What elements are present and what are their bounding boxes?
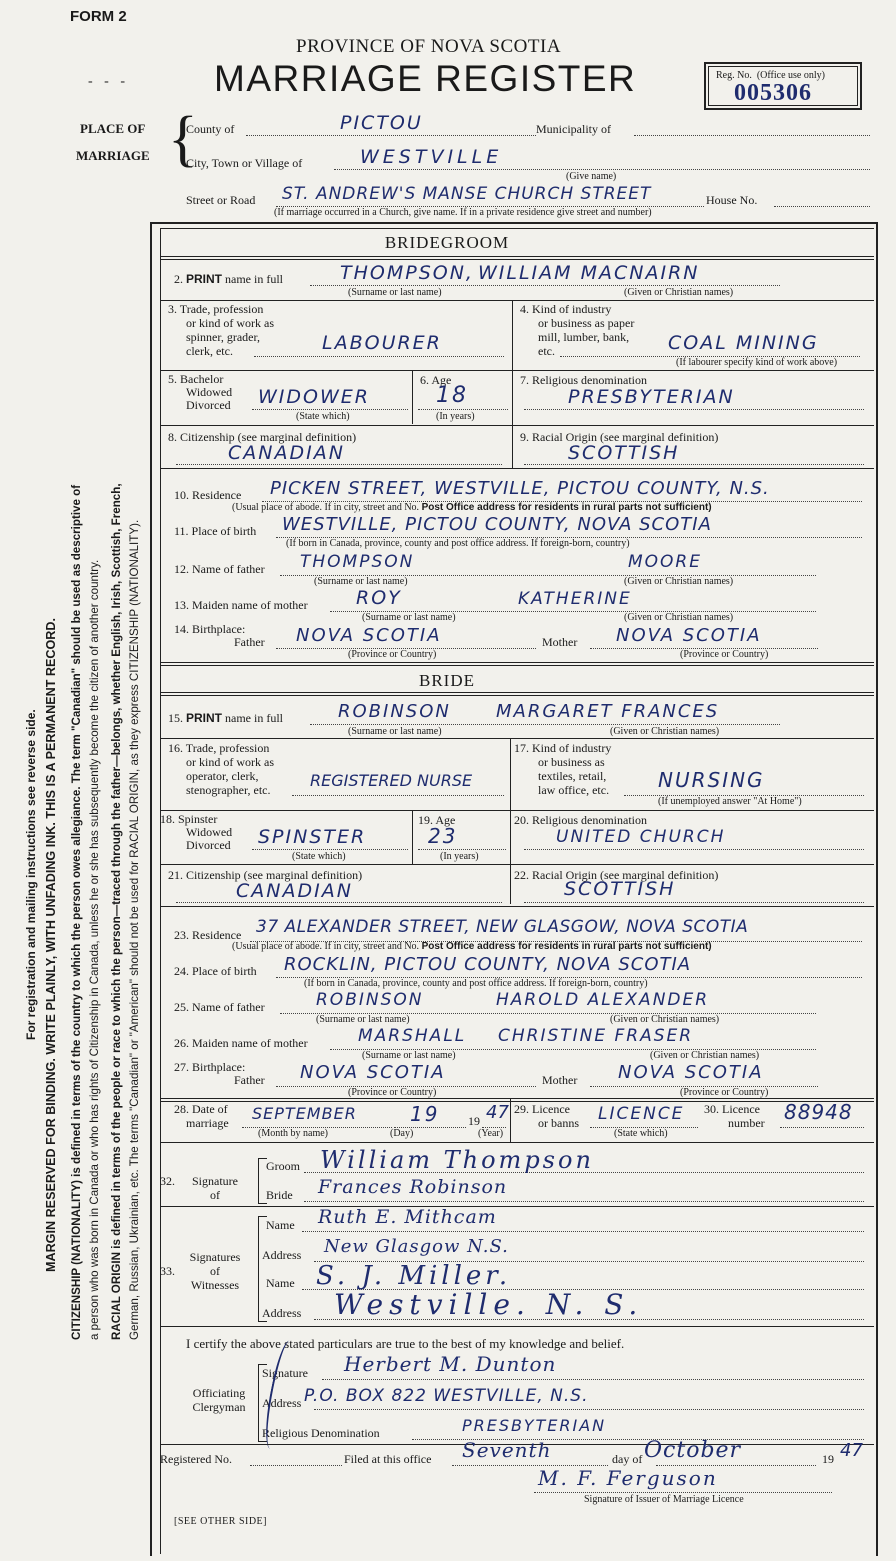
place-label-1: PLACE OF xyxy=(80,121,146,136)
groom-religion-label: 7. Religious denomination xyxy=(520,373,647,387)
margin-racial-def-2: German, Russian, Ukrainian, etc. The terms "Canadian" or "American" should not be used for RACIAL ORIGIN, as they express CITIZENSHIP (NATIONALITY). xyxy=(128,519,141,1340)
clergy-address: P.O. BOX 822 WESTVILLE, N.S. xyxy=(304,1386,589,1406)
bride-sig-label: Bride xyxy=(266,1188,293,1202)
groom-father-birthplace: NOVA SCOTIA xyxy=(296,625,442,646)
groom-status-label: 5. Bachelor Widowed Divorced xyxy=(168,372,233,412)
bride-residence-note: (Usual place of abode. If in city, street and No. Post Office address for residents in rural parts not sufficient) xyxy=(232,941,712,952)
bride-father-province-note: (Province or Country) xyxy=(348,1087,437,1098)
street-value: ST. ANDREW'S MANSE CHURCH STREET xyxy=(282,184,652,204)
margin-citizenship-def-1: CITIZENSHIP (NATIONALITY) is defined in terms of the country to which the person owes allegiance. The term "Canadian" should be used as descriptive of xyxy=(70,484,83,1340)
day-of-label: day of xyxy=(612,1452,643,1466)
bride-industry-label: 17. Kind of industry or business as textiles, retail, law office, etc. xyxy=(514,741,612,797)
bride-given: MARGARET FRANCES xyxy=(496,701,720,722)
bride-signature: Frances Robinson xyxy=(318,1176,508,1198)
groom-racial: SCOTTISH xyxy=(568,442,680,464)
month-note: (Month by name) xyxy=(258,1128,328,1139)
marriage-day: 19 xyxy=(410,1102,440,1126)
bride-status-note: (State which) xyxy=(292,851,346,862)
groom-mother-surname-note: (Surname or last name) xyxy=(362,612,456,623)
bride-mother-given: CHRISTINE FRASER xyxy=(498,1026,694,1046)
groom-racial-label: 9. Racial Origin (see marginal definition) xyxy=(520,430,719,444)
marriage-year: 47 xyxy=(486,1102,509,1123)
signature-label-num: 32. xyxy=(160,1174,175,1188)
city-label: City, Town or Village of xyxy=(186,156,303,170)
groom-signature: William Thompson xyxy=(320,1146,594,1174)
bride-given-note: (Given or Christian names) xyxy=(610,726,720,737)
margin-citizenship-def-2: a person who was born in Canada or who has rights of Citizenship in Canada, unless he or she has subsequently become the citizen of another country. xyxy=(88,559,101,1340)
groom-father-province-note: (Province or Country) xyxy=(348,649,437,660)
registered-no-label: Registered No. xyxy=(160,1452,232,1466)
margin-warning: MARGIN RESERVED FOR BINDING. WRITE PLAINLY, WITH UNFADING INK. THIS IS A PERMANENT RECORD. xyxy=(44,618,58,1272)
province-heading: PROVINCE OF NOVA SCOTIA xyxy=(296,36,562,57)
margin-instructions: For registration and mailing instructions see reverse side. xyxy=(24,709,38,1040)
groom-industry-label: 4. Kind of industry or business as paper mill, lumber, bank, etc. xyxy=(520,302,635,358)
bride-status-label: 18. Spinster Widowed Divorced xyxy=(160,812,233,852)
groom-father-label: 12. Name of father xyxy=(174,562,265,576)
groom-birth-label: 11. Place of birth xyxy=(174,524,257,538)
bride-industry-note: (If unemployed answer "At Home") xyxy=(658,796,802,807)
bride-birth: ROCKLIN, PICTOU COUNTY, NOVA SCOTIA xyxy=(284,954,692,975)
witness-label-num: 33. xyxy=(160,1264,175,1278)
bride-father-surname-note: (Surname or last name) xyxy=(316,1014,410,1025)
place-brace: { xyxy=(168,105,198,173)
filed-day: Seventh xyxy=(462,1438,552,1462)
filed-year-prefix: 19 xyxy=(822,1452,834,1466)
county-value: PICTOU xyxy=(340,112,423,134)
witness1-name-label: Name xyxy=(266,1218,295,1232)
signature-label: Signature of xyxy=(192,1174,238,1202)
witness2-name: S. J. Miller. xyxy=(316,1261,512,1291)
bride-status: SPINSTER xyxy=(258,826,367,848)
bride-birth-label: 24. Place of birth xyxy=(174,964,257,978)
bridegroom-heading: BRIDEGROOM xyxy=(384,233,510,252)
bride-name-label: 15. PRINT name in full xyxy=(168,711,283,725)
bride-father-surname: ROBINSON xyxy=(316,990,424,1010)
filed-label: Filed at this office xyxy=(344,1452,432,1466)
licence-value: LICENCE xyxy=(598,1104,685,1124)
groom-mother-given: KATHERINE xyxy=(518,589,632,609)
page-title: MARRIAGE REGISTER xyxy=(214,58,637,99)
groom-birthplace-mother-word: Mother xyxy=(542,635,578,649)
bride-religion: UNITED CHURCH xyxy=(556,827,726,847)
certify-statement: I certify the above stated particulars are true to the best of my knowledge and belief. xyxy=(186,1336,625,1351)
licence-number-label: 30. Licence number xyxy=(704,1102,765,1130)
groom-surname-note: (Surname or last name) xyxy=(348,287,442,298)
groom-father-given-note: (Given or Christian names) xyxy=(624,576,734,587)
issuer-label: Signature of Issuer of Marriage Licence xyxy=(584,1494,744,1505)
bride-age: 23 xyxy=(428,824,458,848)
give-name-note: (Give name) xyxy=(566,171,617,182)
groom-birthplace-label: 14. Birthplace: xyxy=(174,622,246,636)
groom-name-label: 2. PRINT name in full xyxy=(174,272,283,286)
groom-birth: WESTVILLE, PICTOU COUNTY, NOVA SCOTIA xyxy=(282,514,712,535)
bride-heading: BRIDE xyxy=(419,671,475,690)
issuer-signature: M. F. Ferguson xyxy=(538,1466,718,1490)
groom-religion: PRESBYTERIAN xyxy=(568,386,735,408)
groom-residence-label: 10. Residence xyxy=(174,488,242,502)
marriage-year-prefix: 19 xyxy=(468,1114,480,1128)
groom-residence-note: (Usual place of abode. If in city, street and No. Post Office address for residents in rural parts not sufficient) xyxy=(232,502,712,513)
marriage-month: SEPTEMBER xyxy=(252,1104,357,1123)
witness1-address: New Glasgow N.S. xyxy=(324,1236,509,1257)
bride-residence-label: 23. Residence xyxy=(174,928,242,942)
groom-father-surname: THOMPSON xyxy=(300,552,415,572)
place-label-2: MARRIAGE xyxy=(76,148,150,163)
witness2-address: Westville. N. S. xyxy=(334,1288,644,1321)
groom-status: WIDOWER xyxy=(258,386,370,408)
licence-number: 88948 xyxy=(784,1100,853,1124)
groom-age: 18 xyxy=(436,383,468,408)
bride-mother-given-note: (Given or Christian names) xyxy=(650,1050,760,1061)
filed-month: October xyxy=(644,1438,742,1463)
witness2-address-label: Address xyxy=(262,1306,302,1320)
clergy-signature: Herbert M. Dunton xyxy=(344,1352,557,1376)
bride-religion-label: 20. Religious denomination xyxy=(514,813,647,827)
groom-age-label: 6. Age xyxy=(420,373,452,387)
groom-age-note: (In years) xyxy=(436,411,475,422)
witness1-name: Ruth E. Mithcam xyxy=(318,1206,497,1228)
groom-residence: PICKEN STREET, WESTVILLE, PICTOU COUNTY, N.S. xyxy=(270,478,770,499)
clergy-denomination: PRESBYTERIAN xyxy=(462,1416,607,1435)
reg-number-box xyxy=(704,62,862,110)
margin-racial-def-1: RACIAL ORIGIN is defined in terms of the people or race to which the person—traced through the father—belongs, whether English, Irish, Scottish, French, xyxy=(110,483,123,1340)
groom-trade-label: 3. Trade, profession or kind of work as spinner, grader, clerk, etc. xyxy=(168,302,274,358)
groom-birth-note: (If born in Canada, province, county and post office address. If foreign-born, country) xyxy=(286,538,630,549)
groom-given-note: (Given or Christian names) xyxy=(624,287,734,298)
city-value: WESTVILLE xyxy=(360,146,503,168)
bride-citizenship: CANADIAN xyxy=(236,880,353,902)
groom-mother-province-note: (Province or Country) xyxy=(680,649,769,660)
clergyman-label: Officiating Clergyman xyxy=(192,1386,246,1414)
groom-citizenship-label: 8. Citizenship (see marginal definition) xyxy=(168,430,357,444)
marriage-date-label: 28. Date of marriage xyxy=(174,1102,229,1130)
municipality-label: Municipality of xyxy=(536,122,611,136)
reg-no-label: Reg. No. (Office use only) xyxy=(716,70,825,81)
reg-number: 005306 xyxy=(734,80,812,106)
groom-mother-birthplace: NOVA SCOTIA xyxy=(616,625,762,646)
bride-father-given-note: (Given or Christian names) xyxy=(610,1014,720,1025)
bride-racial-label: 22. Racial Origin (see marginal definition) xyxy=(514,868,719,882)
clergy-signature-label: Signature xyxy=(262,1366,308,1380)
filed-year: 47 xyxy=(840,1440,863,1461)
bride-surname-note: (Surname or last name) xyxy=(348,726,442,737)
bride-trade: REGISTERED NURSE xyxy=(310,771,473,790)
groom-given: WILLIAM MACNAIRN xyxy=(478,262,700,284)
county-label: County of xyxy=(186,122,235,136)
clergy-address-label: Address xyxy=(262,1396,302,1410)
bride-age-label: 19. Age xyxy=(418,813,456,827)
groom-industry-note: (If labourer specify kind of work above) xyxy=(676,357,838,368)
groom-surname: THOMPSON, xyxy=(340,262,474,284)
see-other-side: [SEE OTHER SIDE] xyxy=(174,1516,267,1527)
groom-sig-label: Groom xyxy=(266,1159,300,1173)
witness-label: Signatures of Witnesses xyxy=(189,1250,241,1292)
bride-trade-label: 16. Trade, profession or kind of work as operator, clerk, stenographer, etc. xyxy=(168,741,274,797)
bride-birthplace-father-word: Father xyxy=(234,1073,265,1087)
form-number: FORM 2 xyxy=(70,8,127,25)
day-note: (Day) xyxy=(390,1128,414,1139)
bride-father-birthplace: NOVA SCOTIA xyxy=(300,1062,446,1083)
clergy-denom-label: Religious Denomination xyxy=(262,1426,380,1440)
bride-father-label: 25. Name of father xyxy=(174,1000,265,1014)
bride-industry: NURSING xyxy=(658,768,765,792)
bride-surname: ROBINSON xyxy=(338,701,451,722)
street-label: Street or Road xyxy=(186,193,256,207)
licence-label: 29. Licence or banns xyxy=(514,1102,579,1130)
bride-residence: 37 ALEXANDER STREET, NEW GLASGOW, NOVA SCOTIA xyxy=(256,917,749,937)
bride-mother-surname-note: (Surname or last name) xyxy=(362,1050,456,1061)
bride-birthplace-label: 27. Birthplace: xyxy=(174,1060,246,1074)
groom-birthplace-father-word: Father xyxy=(234,635,265,649)
bride-birth-note: (If born in Canada, province, county and post office address. If foreign-born, country) xyxy=(304,978,648,989)
groom-mother-label: 13. Maiden name of mother xyxy=(174,598,308,612)
state-which-note: (State which) xyxy=(614,1128,668,1139)
year-note: (Year) xyxy=(478,1128,504,1139)
groom-father-surname-note: (Surname or last name) xyxy=(314,576,408,587)
witness1-address-label: Address xyxy=(262,1248,302,1262)
house-label: House No. xyxy=(706,193,758,207)
groom-mother-given-note: (Given or Christian names) xyxy=(624,612,734,623)
bride-mother-birthplace: NOVA SCOTIA xyxy=(618,1062,764,1083)
groom-trade: LABOURER xyxy=(322,332,442,354)
groom-industry: COAL MINING xyxy=(668,332,819,354)
bride-citizenship-label: 21. Citizenship (see marginal definition) xyxy=(168,868,363,882)
witness2-name-label: Name xyxy=(266,1276,295,1290)
bride-mother-surname: MARSHALL xyxy=(358,1026,467,1046)
street-note: (If marriage occurred in a Church, give name. If in a private residence give street and number) xyxy=(274,207,652,218)
bride-birthplace-mother-word: Mother xyxy=(542,1073,578,1087)
bride-mother-province-note: (Province or Country) xyxy=(680,1087,769,1098)
bride-age-note: (In years) xyxy=(440,851,479,862)
header-mark: - - - xyxy=(88,74,129,89)
groom-citizenship: CANADIAN xyxy=(228,442,345,464)
bride-mother-label: 26. Maiden name of mother xyxy=(174,1036,308,1050)
groom-father-given: MOORE xyxy=(628,552,702,572)
bride-father-given: HAROLD ALEXANDER xyxy=(496,990,710,1010)
groom-status-note: (State which) xyxy=(296,411,350,422)
groom-mother-surname: ROY xyxy=(356,587,402,609)
bride-racial: SCOTTISH xyxy=(564,878,676,900)
